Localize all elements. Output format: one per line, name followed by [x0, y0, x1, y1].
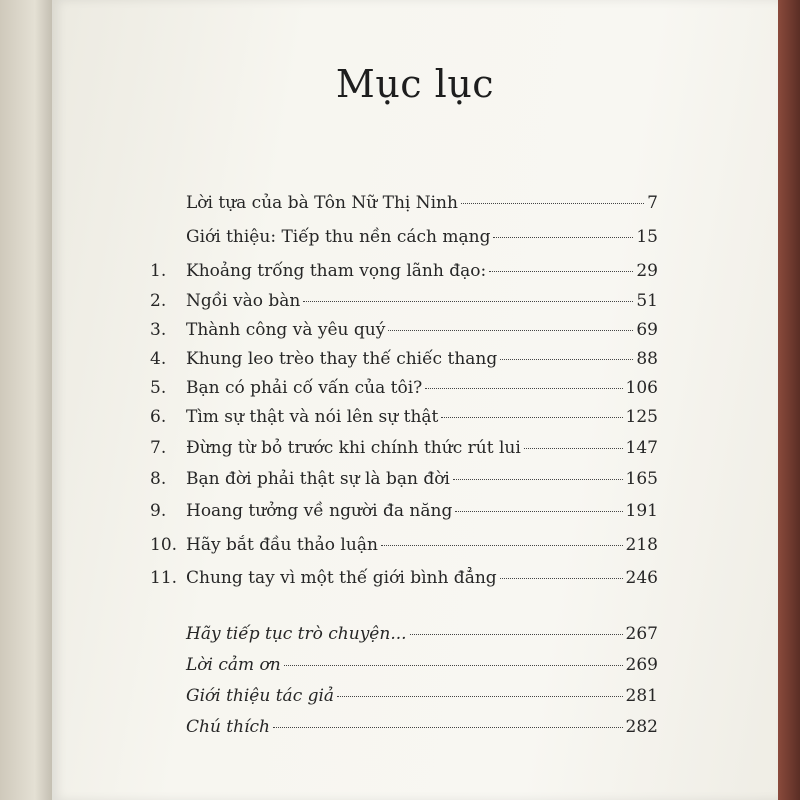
chapter-number: 4. [150, 349, 167, 369]
dot-leader [303, 301, 633, 302]
chapter-number: 10. [150, 535, 178, 555]
dot-leader [425, 388, 622, 389]
chapter-number: 3. [150, 320, 167, 340]
chapter-number: 11. [150, 568, 178, 588]
entry-label: Giới thiệu: Tiếp thu nền cách mạng [186, 227, 491, 247]
page-number: 125 [625, 407, 658, 427]
toc-entry-chapter-7 [150, 438, 658, 464]
page-number: 69 [636, 320, 658, 340]
page-number: 147 [625, 438, 658, 458]
dot-leader [388, 330, 633, 331]
page-number: 15 [636, 227, 658, 247]
entry-label: Bạn đời phải thật sự là bạn đời [186, 469, 450, 489]
entry-label: Đừng từ bỏ trước khi chính thức rút lui [186, 438, 521, 458]
dot-leader [493, 237, 633, 238]
page-number: 7 [647, 193, 658, 213]
page-number: 267 [625, 624, 658, 644]
toc-entry-chapter-8 [150, 469, 658, 495]
entry-label: Lời tựa của bà Tôn Nữ Thị Ninh [186, 193, 458, 213]
dot-leader [284, 665, 623, 666]
entry-label: Bạn có phải cố vấn của tôi? [186, 378, 423, 398]
page-number: 246 [625, 568, 658, 588]
toc-entry-chapter-3 [150, 320, 658, 346]
entry-label: Khoảng trống tham vọng lãnh đạo: [186, 261, 487, 281]
dot-leader [453, 479, 623, 480]
dot-leader [381, 545, 623, 546]
chapter-number: 9. [150, 501, 167, 521]
chapter-number: 5. [150, 378, 167, 398]
dot-leader [489, 271, 633, 272]
toc-entry-chapter-6 [150, 407, 658, 433]
chapter-number: 7. [150, 438, 167, 458]
entry-label: Chú thích [186, 717, 270, 737]
toc-entry-acknowledgements [186, 655, 658, 681]
chapter-number: 6. [150, 407, 167, 427]
dot-leader [337, 696, 622, 697]
page-number: 269 [625, 655, 658, 675]
toc-entry-foreword [186, 193, 658, 219]
page-number: 281 [625, 686, 658, 706]
page-number: 29 [636, 261, 658, 281]
entry-label: Hoang tưởng về người đa năng [186, 501, 453, 521]
toc-entry-about-author [186, 686, 658, 712]
toc-entry-chapter-10 [150, 535, 658, 561]
entry-label: Chung tay vì một thế giới bình đẳng [186, 568, 497, 588]
toc-entry-keep-talking [186, 624, 658, 650]
chapter-number: 8. [150, 469, 167, 489]
page-number: 282 [625, 717, 658, 737]
page-number: 51 [636, 291, 658, 311]
chapter-number: 1. [150, 261, 167, 281]
entry-label: Ngồi vào bàn [186, 291, 301, 311]
entry-label: Lời cảm ơn [186, 655, 281, 675]
toc-entry-chapter-9 [150, 501, 658, 527]
chapter-number: 2. [150, 291, 167, 311]
page-number: 106 [625, 378, 658, 398]
toc-entry-chapter-5 [150, 378, 658, 404]
entry-label: Giới thiệu tác giả [186, 686, 335, 706]
dot-leader [455, 511, 622, 512]
toc-entry-notes [186, 717, 658, 743]
dot-leader [524, 448, 623, 449]
toc-entry-chapter-4 [150, 349, 658, 375]
page-number: 165 [625, 469, 658, 489]
toc-entry-chapter-1 [150, 261, 658, 287]
entry-label: Thành công và yêu quý [186, 320, 386, 340]
entry-label: Khung leo trèo thay thế chiếc thang [186, 349, 498, 369]
dot-leader [410, 634, 623, 635]
dot-leader [500, 359, 633, 360]
page-number: 218 [625, 535, 658, 555]
entry-label: Hãy bắt đầu thảo luận [186, 535, 378, 555]
toc-entry-chapter-2 [150, 291, 658, 317]
page-number: 88 [636, 349, 658, 369]
dot-leader [441, 417, 622, 418]
page-title: Mục lục [335, 62, 495, 106]
entry-label: Hãy tiếp tục trò chuyện... [186, 624, 407, 644]
page-number: 191 [625, 501, 658, 521]
dot-leader [273, 727, 623, 728]
toc-entry-chapter-11 [150, 568, 658, 594]
toc-entry-introduction [186, 227, 658, 253]
dot-leader [500, 578, 623, 579]
entry-label: Tìm sự thật và nói lên sự thật [186, 407, 439, 427]
dot-leader [461, 203, 644, 204]
